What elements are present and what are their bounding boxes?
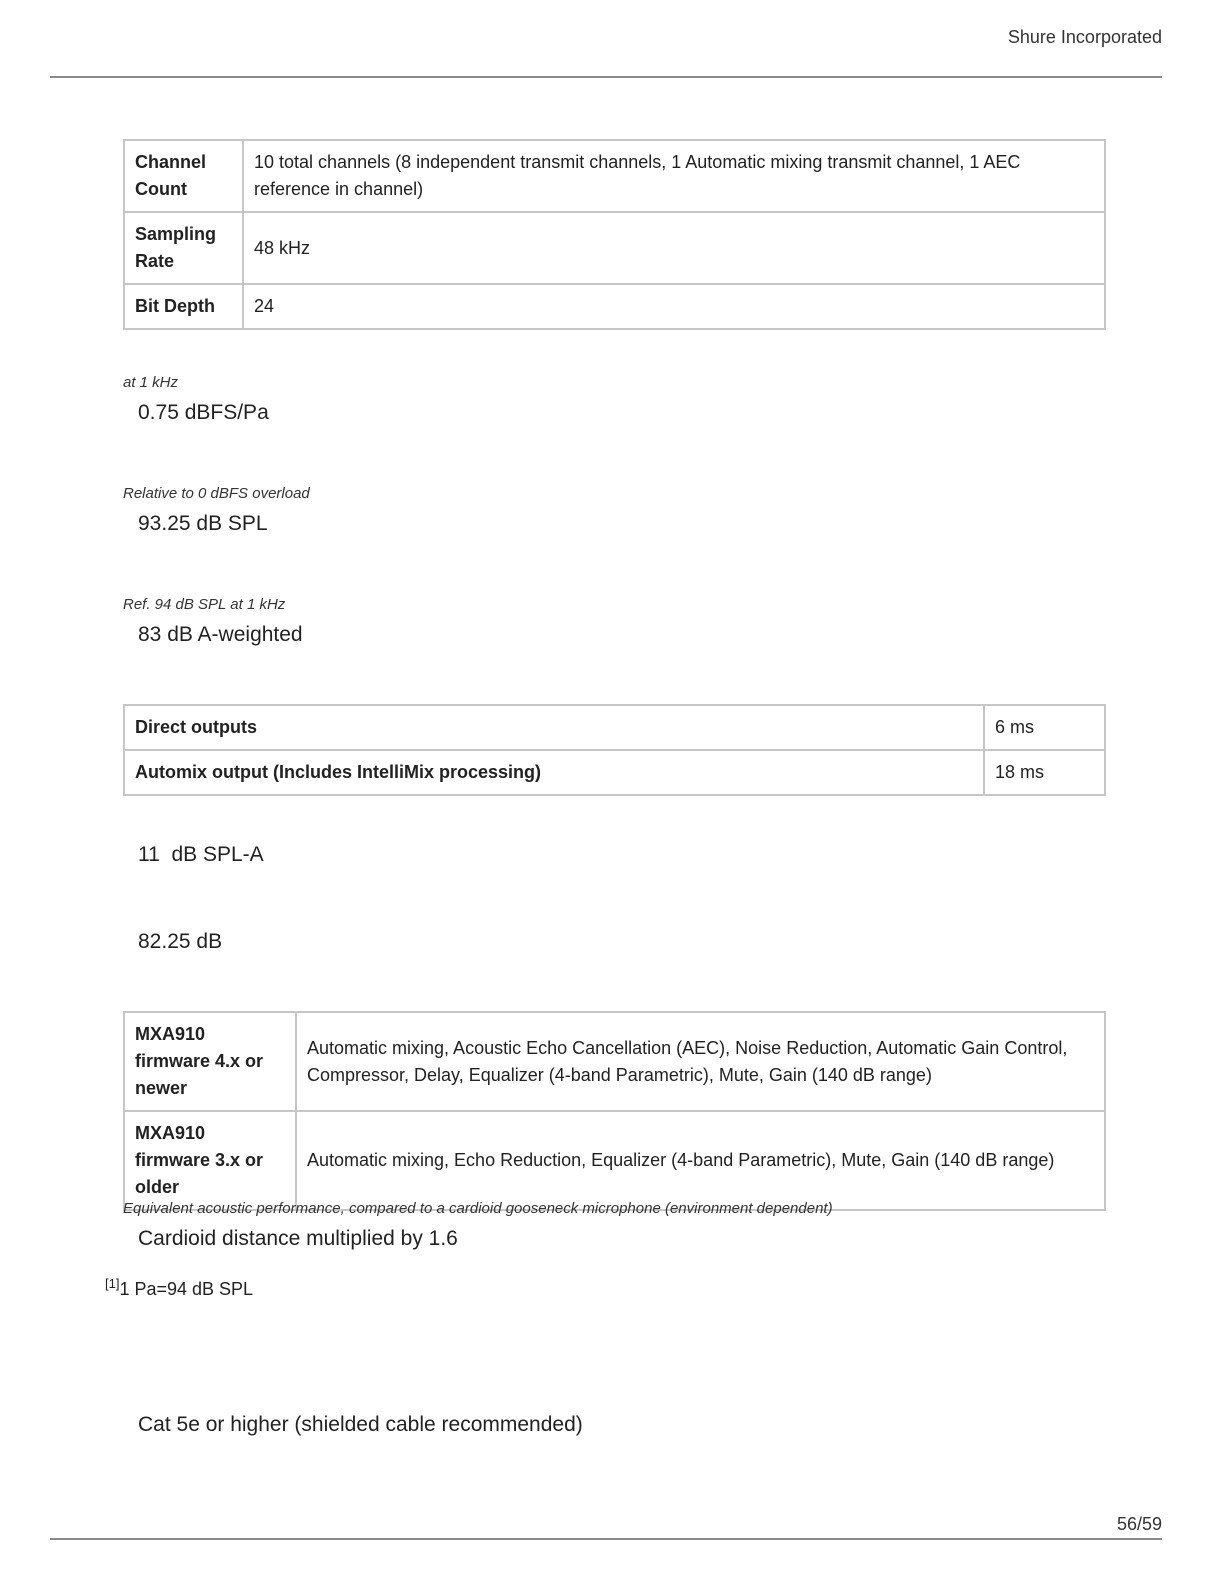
max-spl-note: Relative to 0 dBFS overload [123,485,310,502]
channel-count-label: Channel Count [124,140,243,212]
cable-value: Cat 5e or higher (shielded cable recommended) [138,1413,583,1436]
footer-divider [50,1538,1162,1540]
firmware-3x-label: MXA910 firmware 3.x or older [124,1111,296,1210]
page-number: 56/59 [1116,1514,1162,1534]
pickup-value: Cardioid distance multiplied by 1.6 [138,1227,458,1250]
table-row [124,1012,1105,1111]
automix-output-label: Automix output (Includes IntelliMix processing) [124,750,984,795]
firmware-4x-label: MXA910 firmware 4.x or newer [124,1012,296,1111]
sampling-rate-value: 48 kHz [243,212,1105,284]
automix-output-value: 18 ms [984,750,1105,795]
footnote-marker: [1] [105,1276,120,1291]
sensitivity-note: at 1 kHz [123,374,179,391]
bit-depth-label: Bit Depth [124,284,243,329]
max-spl-value: 93.25 dB SPL [138,512,268,535]
sampling-rate-label: Sampling Rate [124,212,243,284]
firmware-3x-value: Automatic mixing, Echo Reduction, Equalizer (4-band Parametric), Mute, Gain (140 dB range) [296,1111,1105,1210]
footnote [105,1276,253,1300]
firmware-4x-value: Automatic mixing, Acoustic Echo Cancellation (AEC), Noise Reduction, Automatic Gain Control, Compressor, Delay, Equalizer (4-band Parametric), Mute, Gain (140 dB range) [296,1012,1105,1111]
latency-table [123,704,1106,796]
table-row [124,750,1105,795]
footnote-text: 1 Pa=94 dB SPL [119,1279,254,1299]
snr-value: 83 dB A-weighted [138,623,303,646]
table-row [124,140,1105,212]
table-row [124,1111,1105,1210]
dynamic-range-value: 82.25 dB [138,930,223,953]
header-divider [50,76,1162,78]
snr-note: Ref. 94 dB SPL at 1 kHz [123,596,286,613]
sensitivity-value: 0.75 dBFS/Pa [138,401,269,424]
table-row [124,284,1105,329]
pickup-note: Equivalent acoustic performance, compared to a cardioid gooseneck microphone (environment dependent) [123,1200,833,1217]
dsp-table [123,1011,1106,1211]
table-row [124,705,1105,750]
direct-outputs-label: Direct outputs [124,705,984,750]
direct-outputs-value: 6 ms [984,705,1105,750]
audio-spec-table [123,139,1106,330]
header-company: Shure Incorporated [1007,27,1162,47]
table-row [124,212,1105,284]
self-noise-value: 11 dB SPL-A [138,843,264,866]
channel-count-value: 10 total channels (8 independent transmit channels, 1 Automatic mixing transmit channel, 1 AEC reference in channel) [243,140,1105,212]
bit-depth-value: 24 [243,284,1105,329]
